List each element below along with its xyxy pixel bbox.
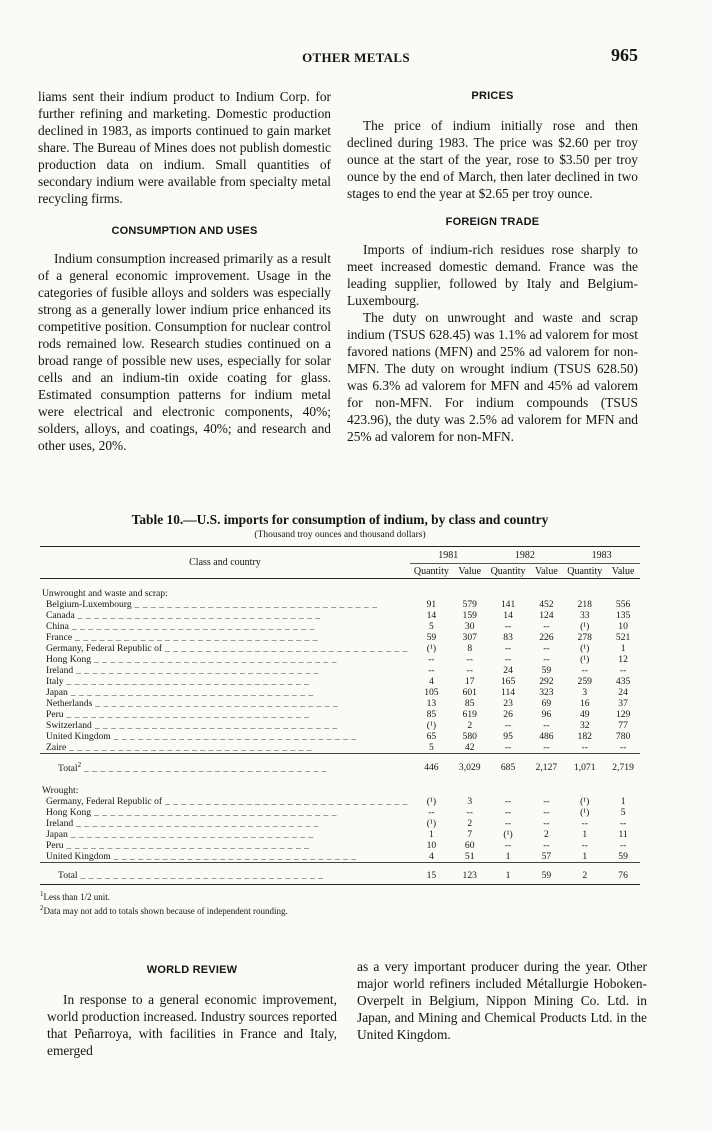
value-cell: 556	[615, 599, 631, 610]
value-cell: 51	[464, 850, 475, 862]
table-row	[40, 665, 640, 676]
value-cell: 96	[541, 709, 552, 720]
value-cell: (¹)	[580, 806, 590, 818]
total-value-cell: 123	[453, 862, 487, 884]
value-cell: 3	[467, 795, 473, 807]
value-cell: 3	[582, 687, 588, 698]
group-label: Unwrought and waste and scrap:	[42, 588, 168, 599]
year-header: 1983	[563, 547, 640, 564]
page-header	[0, 45, 712, 70]
unwrought-section	[40, 579, 640, 776]
value-cell: (¹)	[580, 621, 590, 632]
value-cell: 323	[539, 687, 554, 698]
value-cell: 14	[426, 610, 437, 621]
right-column	[347, 88, 638, 445]
country-name: United Kingdom	[46, 850, 111, 862]
value-cell: 14	[503, 610, 513, 621]
country-name: Canada	[46, 610, 75, 621]
total-label: Total	[58, 763, 78, 775]
leader-dots: _ _ _ _ _ _ _ _ _ _ _ _ _ _ _ _ _ _ _ _ _ _ _ _ _ _ _ _ _ _	[72, 632, 318, 643]
leader-dots: _ _ _ _ _ _ _ _ _ _ _ _ _ _ _ _ _ _ _ _ _ _ _ _ _ _ _ _ _ _	[81, 763, 327, 775]
year-header: 1982	[487, 547, 564, 564]
table-row	[40, 796, 640, 807]
country-name: Hong Kong	[46, 654, 92, 665]
total-label-cell	[40, 862, 410, 884]
value-cell: 1	[620, 643, 626, 654]
value-cell: 83	[503, 632, 513, 643]
value-cell: --	[428, 665, 435, 676]
value-cell: 124	[539, 610, 554, 621]
country-cell	[40, 807, 410, 818]
value-cell: 77	[618, 720, 628, 731]
value-cell: (¹)	[426, 643, 437, 654]
value-cell: 165	[500, 676, 516, 687]
value-cell: 486	[539, 731, 554, 742]
country-name: Ireland	[46, 665, 74, 676]
country-cell	[40, 840, 410, 851]
table-row	[40, 654, 640, 665]
value-cell: 85	[464, 698, 475, 709]
wrought-section	[40, 776, 640, 885]
country-name: Hong Kong	[46, 806, 92, 818]
country-name: Italy	[46, 676, 64, 687]
country-cell	[40, 654, 410, 665]
value-cell: 60	[464, 839, 475, 851]
column-header: Quantity	[410, 564, 453, 579]
leader-dots: _ _ _ _ _ _ _ _ _ _ _ _ _ _ _ _ _ _ _ _ _ _ _ _ _ _ _ _ _ _	[110, 731, 357, 742]
value-cell: --	[543, 621, 550, 632]
value-cell: 129	[615, 709, 631, 720]
total-value-cell: 1	[487, 862, 530, 884]
value-cell: --	[504, 795, 512, 807]
country-cell	[40, 610, 410, 621]
table-title: Table 10.—U.S. imports for consumption of indium, by class and country	[131, 512, 549, 527]
value-cell: 580	[462, 731, 477, 742]
country-cell	[40, 720, 410, 731]
country-cell	[40, 829, 410, 840]
country-name: United Kingdom	[46, 731, 111, 742]
country-name: Japan	[46, 828, 68, 840]
foreign-trade-heading: FOREIGN TRADE	[445, 216, 540, 228]
table-row	[40, 807, 640, 818]
value-cell: --	[504, 621, 512, 632]
value-cell: 2	[467, 720, 473, 731]
value-cell: 2	[544, 828, 549, 840]
total-value-cell: 2,127	[530, 754, 564, 776]
consumption-paragraph: Indium consumption increased primarily as a result of a general economic improvement. Usage in the categories of fusible alloys and solders was especially strong as a generally lower indium price enhanced its competitive position. Consumption for nuclear control rods remained low. Research studies continued on a broad range of possible new uses, especially for solar cells and an indium-tin oxide coating for glass. Estimated consumption patterns for indium metal were electrical and electronic components, 40%; solders, alloys, and coatings, 40%; and research and other uses, 20%.	[38, 251, 331, 453]
value-cell: (¹)	[426, 720, 437, 731]
value-cell: 1	[505, 850, 511, 862]
stub-header: Class and country	[40, 547, 410, 579]
value-cell: 780	[615, 731, 631, 742]
consumption-heading: CONSUMPTION AND USES	[111, 225, 258, 237]
value-cell: 452	[539, 599, 554, 610]
total-value-cell: 2,719	[606, 754, 640, 776]
value-cell: (¹)	[580, 643, 590, 654]
leader-dots: _ _ _ _ _ _ _ _ _ _ _ _ _ _ _ _ _ _ _ _ _ _ _ _ _ _ _ _ _ _	[91, 806, 337, 818]
value-cell: --	[619, 742, 627, 753]
table-row	[40, 643, 640, 654]
value-cell: --	[504, 643, 512, 654]
imports-table-block	[40, 512, 640, 917]
footnote-1: $^1$Less than 1/2 unit.	[40, 889, 110, 902]
value-cell: 33	[579, 610, 590, 621]
column-header: Value	[606, 564, 640, 579]
value-cell: 218	[577, 599, 592, 610]
leader-dots: _ _ _ _ _ _ _ _ _ _ _ _ _ _ _ _ _ _ _ _ _ _ _ _ _ _ _ _ _ _	[162, 643, 408, 654]
leader-dots: _ _ _ _ _ _ _ _ _ _ _ _ _ _ _ _ _ _ _ _ _ _ _ _ _ _ _ _ _ _	[67, 828, 314, 840]
table-row	[40, 851, 640, 863]
value-cell: 37	[618, 698, 628, 709]
country-cell	[40, 742, 410, 754]
table-row	[40, 829, 640, 840]
world-review-paragraph-right: as a very important producer during the year. Other major world refiners included Métallurgie Hoboken-Overpelt in Belgium, Nippon Mining Co. Ltd. in Japan, and Mining and Chemical Products Ltd. in the United Kingdom.	[357, 959, 647, 1042]
table-row	[40, 731, 640, 742]
country-cell	[40, 687, 410, 698]
world-review-left	[47, 962, 337, 1059]
value-cell: 32	[579, 720, 590, 731]
value-cell: 69	[541, 698, 552, 709]
value-cell: 135	[615, 610, 631, 621]
total-value-cell: 76	[606, 862, 640, 884]
table-row	[40, 621, 640, 632]
country-cell	[40, 698, 410, 709]
country-cell	[40, 818, 410, 829]
total-value-cell: 685	[487, 754, 530, 776]
country-name: France	[46, 632, 73, 643]
country-name: Belgium-Luxembourg	[46, 599, 132, 610]
value-cell: 5	[428, 742, 434, 753]
year-header: 1981	[410, 547, 487, 564]
value-cell: 85	[426, 709, 437, 720]
value-cell: 435	[615, 676, 631, 687]
leader-dots: _ _ _ _ _ _ _ _ _ _ _ _ _ _ _ _ _ _ _ _ _ _ _ _ _ _ _ _ _ _	[162, 795, 408, 807]
value-cell: 619	[462, 709, 477, 720]
value-cell: 95	[503, 731, 513, 742]
country-cell	[40, 796, 410, 807]
value-cell: --	[466, 806, 473, 818]
leader-dots: _ _ _ _ _ _ _ _ _ _ _ _ _ _ _ _ _ _ _ _ _ _ _ _ _ _ _ _ _ _	[74, 610, 321, 621]
value-cell: 521	[615, 632, 631, 643]
leader-dots: _ _ _ _ _ _ _ _ _ _ _ _ _ _ _ _ _ _ _ _ _ _ _ _ _ _ _ _ _ _	[77, 870, 324, 881]
value-cell: 24	[618, 687, 628, 698]
table-row	[40, 742, 640, 754]
value-cell: --	[581, 839, 588, 851]
table-row	[40, 840, 640, 851]
value-cell: 1	[428, 828, 434, 840]
value-cell: 1	[620, 795, 626, 807]
table-row	[40, 709, 640, 720]
total-value-cell: 3,029	[453, 754, 487, 776]
value-cell: 579	[462, 599, 477, 610]
table-row	[40, 632, 640, 643]
leader-dots: _ _ _ _ _ _ _ _ _ _ _ _ _ _ _ _ _ _ _ _ _ _ _ _ _ _ _ _ _ _	[73, 817, 320, 829]
leader-dots: _ _ _ _ _ _ _ _ _ _ _ _ _ _ _ _ _ _ _ _ _ _ _ _ _ _ _ _ _ _	[91, 720, 338, 731]
value-cell: 141	[500, 599, 516, 610]
column-header: Quantity	[487, 564, 530, 579]
value-cell: 12	[618, 654, 628, 665]
value-cell: --	[619, 665, 627, 676]
table-row	[40, 599, 640, 610]
value-cell: (¹)	[426, 795, 437, 807]
value-cell: 105	[424, 687, 439, 698]
country-cell	[40, 643, 410, 654]
country-cell	[40, 709, 410, 720]
table-subtitle: (Thousand troy ounces and thousand dollars)	[254, 530, 426, 540]
leader-dots: _ _ _ _ _ _ _ _ _ _ _ _ _ _ _ _ _ _ _ _ _ _ _ _ _ _ _ _ _ _	[66, 742, 313, 753]
leader-dots: _ _ _ _ _ _ _ _ _ _ _ _ _ _ _ _ _ _ _ _ _ _ _ _ _ _ _ _ _ _	[73, 665, 320, 676]
value-cell: --	[543, 839, 550, 851]
value-cell: 226	[539, 632, 554, 643]
country-cell	[40, 851, 410, 863]
country-name: Switzerland	[46, 720, 92, 731]
value-cell: --	[543, 654, 550, 665]
value-cell: 601	[462, 687, 477, 698]
country-name: Netherlands	[46, 698, 93, 709]
total-label: Total	[58, 870, 78, 881]
value-cell: 278	[577, 632, 592, 643]
total-value-cell: 2	[563, 862, 606, 884]
value-cell: 7	[467, 828, 473, 840]
value-cell: 159	[462, 610, 477, 621]
running-title: OTHER METALS	[302, 50, 410, 65]
value-cell: 65	[426, 731, 437, 742]
leader-dots: _ _ _ _ _ _ _ _ _ _ _ _ _ _ _ _ _ _ _ _ _ _ _ _ _ _ _ _ _ _	[67, 687, 314, 698]
trade-paragraph-1: Imports of indium-rich residues rose sharply to meet increased domestic demand. France was the leading supplier, followed by Italy and Belgium-Luxembourg.	[347, 242, 638, 308]
value-cell: --	[504, 839, 512, 851]
value-cell: 4	[428, 676, 434, 687]
leader-dots: _ _ _ _ _ _ _ _ _ _ _ _ _ _ _ _ _ _ _ _ _ _ _ _ _ _ _ _ _ _	[110, 850, 357, 862]
value-cell: 10	[426, 839, 437, 851]
value-cell: 91	[426, 599, 437, 610]
prices-paragraph: The price of indium initially rose and then declined during 1983. The price was $2.60 per troy ounce at the start of the year, rose to $3.50 per troy ounce by the end of March, then later declined in two stages to end the year at $2.65 per troy ounce.	[347, 118, 638, 201]
prices-heading: PRICES	[471, 90, 514, 102]
country-name: Peru	[46, 709, 64, 720]
value-cell: --	[504, 806, 512, 818]
world-review-right	[357, 958, 647, 1043]
value-cell: --	[504, 654, 512, 665]
country-name: Germany, Federal Republic of	[46, 795, 163, 807]
value-cell: --	[543, 720, 550, 731]
total-row	[40, 754, 640, 776]
value-cell: 5	[620, 806, 626, 818]
table-row	[40, 610, 640, 621]
total-value-cell: 59	[530, 862, 564, 884]
leader-dots: _ _ _ _ _ _ _ _ _ _ _ _ _ _ _ _ _ _ _ _ _ _ _ _ _ _ _ _ _ _	[63, 709, 310, 720]
page-number: 965	[611, 45, 638, 65]
value-cell: --	[619, 839, 627, 851]
value-cell: 42	[464, 742, 475, 753]
value-cell: --	[466, 665, 473, 676]
country-cell	[40, 632, 410, 643]
value-cell: 23	[503, 698, 513, 709]
value-cell: --	[428, 806, 435, 818]
left-column	[38, 88, 331, 454]
value-cell: (¹)	[426, 817, 437, 829]
country-name: Ireland	[46, 817, 74, 829]
leader-dots: _ _ _ _ _ _ _ _ _ _ _ _ _ _ _ _ _ _ _ _ _ _ _ _ _ _ _ _ _ _	[63, 839, 310, 851]
trade-paragraph-2: The duty on unwrought and waste and scrap indium (TSUS 628.45) was 1.1% ad valorem for most favored nations (MFN) and 25% ad valorem for non-MFN. The duty on wrought indium (TSUS 628.50) was 6.3% ad valorem for MFN and 45% ad valorem for non-MFN. For indium compounds (TSUS 423.96), the duty was 2.5% ad valorem for MFN and 25% ad valorem for non-MFN.	[347, 310, 638, 444]
table-row	[40, 720, 640, 731]
total-value-cell: 15	[410, 862, 453, 884]
value-cell: 2	[467, 817, 473, 829]
value-cell: --	[428, 654, 435, 665]
value-cell: --	[543, 742, 550, 753]
footnotes	[40, 889, 640, 917]
total-label-cell	[40, 754, 410, 776]
value-cell: --	[543, 795, 550, 807]
table-row	[40, 676, 640, 687]
value-cell: --	[543, 806, 550, 818]
column-header: Value	[453, 564, 487, 579]
value-cell: 49	[579, 709, 590, 720]
country-cell	[40, 621, 410, 632]
value-cell: 59	[541, 665, 552, 676]
value-cell: 1	[582, 850, 588, 862]
leader-dots: _ _ _ _ _ _ _ _ _ _ _ _ _ _ _ _ _ _ _ _ _ _ _ _ _ _ _ _ _ _	[63, 676, 310, 687]
value-cell: 13	[426, 698, 437, 709]
value-cell: 5	[428, 621, 434, 632]
value-cell: (¹)	[580, 795, 590, 807]
value-cell: --	[581, 742, 588, 753]
value-cell: 259	[577, 676, 592, 687]
table-row	[40, 698, 640, 709]
value-cell: 59	[618, 850, 628, 862]
country-name: Japan	[46, 687, 68, 698]
column-header: Value	[530, 564, 564, 579]
table-row	[40, 687, 640, 698]
value-cell: --	[581, 817, 588, 829]
country-cell	[40, 676, 410, 687]
country-cell	[40, 665, 410, 676]
value-cell: --	[504, 817, 512, 829]
leader-dots: _ _ _ _ _ _ _ _ _ _ _ _ _ _ _ _ _ _ _ _ _ _ _ _ _ _ _ _ _ _	[91, 654, 337, 665]
value-cell: 26	[503, 709, 513, 720]
country-name: Zaire	[46, 742, 67, 753]
value-cell: 10	[618, 621, 628, 632]
group-label: Wrought:	[42, 784, 79, 796]
value-cell: 16	[579, 698, 590, 709]
country-name: China	[46, 621, 69, 632]
total-value-cell: 446	[410, 754, 453, 776]
total-row	[40, 862, 640, 884]
value-cell: 1	[582, 828, 588, 840]
country-cell	[40, 731, 410, 742]
country-name: Germany, Federal Republic of	[46, 643, 163, 654]
value-cell: --	[504, 720, 512, 731]
country-cell	[40, 599, 410, 610]
total-value-cell: 1,071	[563, 754, 606, 776]
value-cell: --	[543, 817, 550, 829]
world-review-heading: WORLD REVIEW	[146, 964, 238, 976]
value-cell: (¹)	[503, 828, 513, 840]
leader-dots: _ _ _ _ _ _ _ _ _ _ _ _ _ _ _ _ _ _ _ _ _ _ _ _ _ _ _ _ _ _	[131, 599, 378, 610]
value-cell: 8	[467, 643, 473, 654]
value-cell: --	[619, 817, 627, 829]
table-row	[40, 818, 640, 829]
value-cell: --	[581, 665, 588, 676]
value-cell: 59	[426, 632, 437, 643]
value-cell: (¹)	[580, 654, 590, 665]
value-cell: 11	[618, 828, 628, 840]
footnote-2: $^2$Data may not add to totals shown because of independent rounding.	[40, 903, 288, 916]
value-cell: 292	[539, 676, 554, 687]
value-cell: --	[543, 643, 550, 654]
value-cell: 24	[503, 665, 513, 676]
value-cell: 182	[577, 731, 592, 742]
value-cell: 4	[428, 850, 434, 862]
value-cell: 114	[501, 687, 516, 698]
column-header: Quantity	[563, 564, 606, 579]
leader-dots: _ _ _ _ _ _ _ _ _ _ _ _ _ _ _ _ _ _ _ _ _ _ _ _ _ _ _ _ _ _	[68, 621, 315, 632]
value-cell: 307	[462, 632, 477, 643]
country-name: Peru	[46, 839, 64, 851]
footnote-mark: 2	[77, 761, 82, 770]
value-cell: 57	[541, 850, 552, 862]
leader-dots: _ _ _ _ _ _ _ _ _ _ _ _ _ _ _ _ _ _ _ _ _ _ _ _ _ _ _ _ _ _	[92, 698, 339, 709]
value-cell: --	[466, 654, 473, 665]
value-cell: --	[504, 742, 512, 753]
imports-table	[40, 546, 640, 885]
intro-paragraph: liams sent their indium product to Indium Corp. for further refining and marketing. Domestic production declined in 1983, as imports continued to gain market share. The Bureau of Mines does not publish domestic production data on indium. Small quantities of secondary indium were available from specialty metal recycling firms.	[38, 89, 331, 206]
value-cell: 30	[464, 621, 475, 632]
value-cell: 17	[464, 676, 475, 687]
world-review-paragraph-left: In response to a general economic improvement, world production increased. Industry sources reported that Peñarroya, with facilities in France and Italy, emerged	[47, 992, 337, 1058]
